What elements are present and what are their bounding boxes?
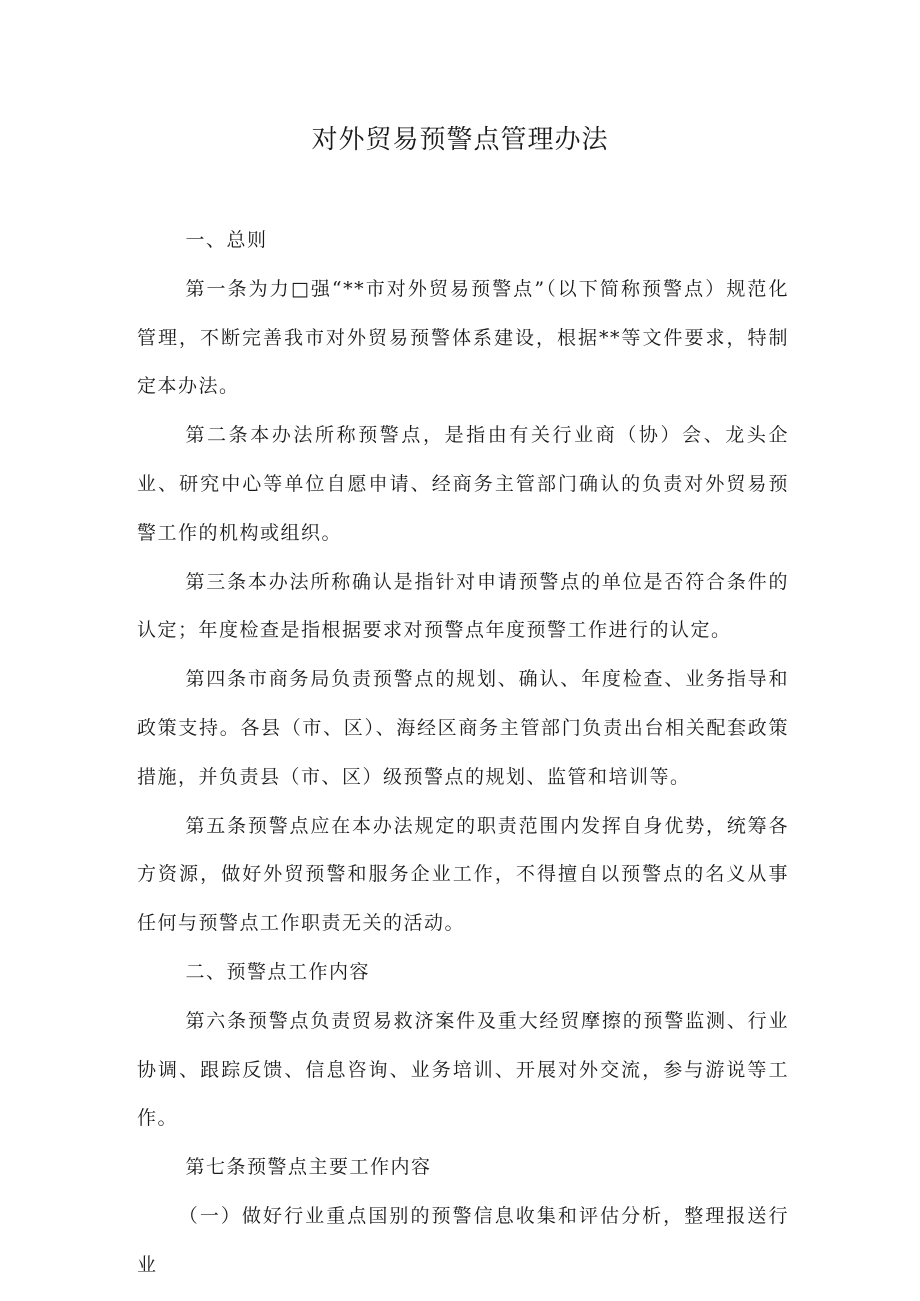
article-1-paragraph: 第一条为力□强“**市对外贸易预警点”（以下简称预警点）规范化管理，不断完善我市对外贸易预警体系建设，根据**等文件要求，特制定本办法。: [137, 277, 789, 398]
section-heading-work-content: 二、预警点工作内容: [185, 960, 370, 983]
article-7-paragraph: 第七条预警点主要工作内容: [185, 1156, 432, 1179]
article-4-paragraph: 第四条市商务局负责预警点的规划、确认、年度检查、业务指导和政策支持。各县（市、区）、海经区商务主管部门负责出台相关配套政策措施，并负责县（市、区）级预警点的规划、监管和培训等。: [137, 668, 789, 788]
article-6-paragraph: 第六条预警点负责贸易救济案件及重大经贸摩擦的预警监测、行业协调、跟踪反馈、信息咨询、业务培训、开展对外交流，参与游说等工作。: [137, 1009, 789, 1130]
article-5-paragraph: 第五条预警点应在本办法规定的职责范围内发挥自身优势，统筹各方资源，做好外贸预警和服务企业工作，不得擅自以预警点的名义从事任何与预警点工作职责无关的活动。: [137, 814, 789, 935]
document-title: 对外贸易预警点管理办法: [311, 125, 609, 155]
article-2-paragraph: 第二条本办法所称预警点，是指由有关行业商（协）会、龙头企业、研究中心等单位自愿申请、经商务主管部门确认的负责对外贸易预警工作的机构或组织。: [137, 424, 789, 544]
section-heading-general: 一、总则: [185, 229, 268, 251]
article-3-paragraph: 第三条本办法所称确认是指针对申请预警点的单位是否符合条件的认定；年度检查是指根据要求对预警点年度预警工作进行的认定。: [137, 570, 789, 642]
article-7-item-1: （一）做好行业重点国别的预警信息收集和评估分析，整理报送行业: [137, 1204, 789, 1276]
document-body: [137, 216, 789, 1290]
